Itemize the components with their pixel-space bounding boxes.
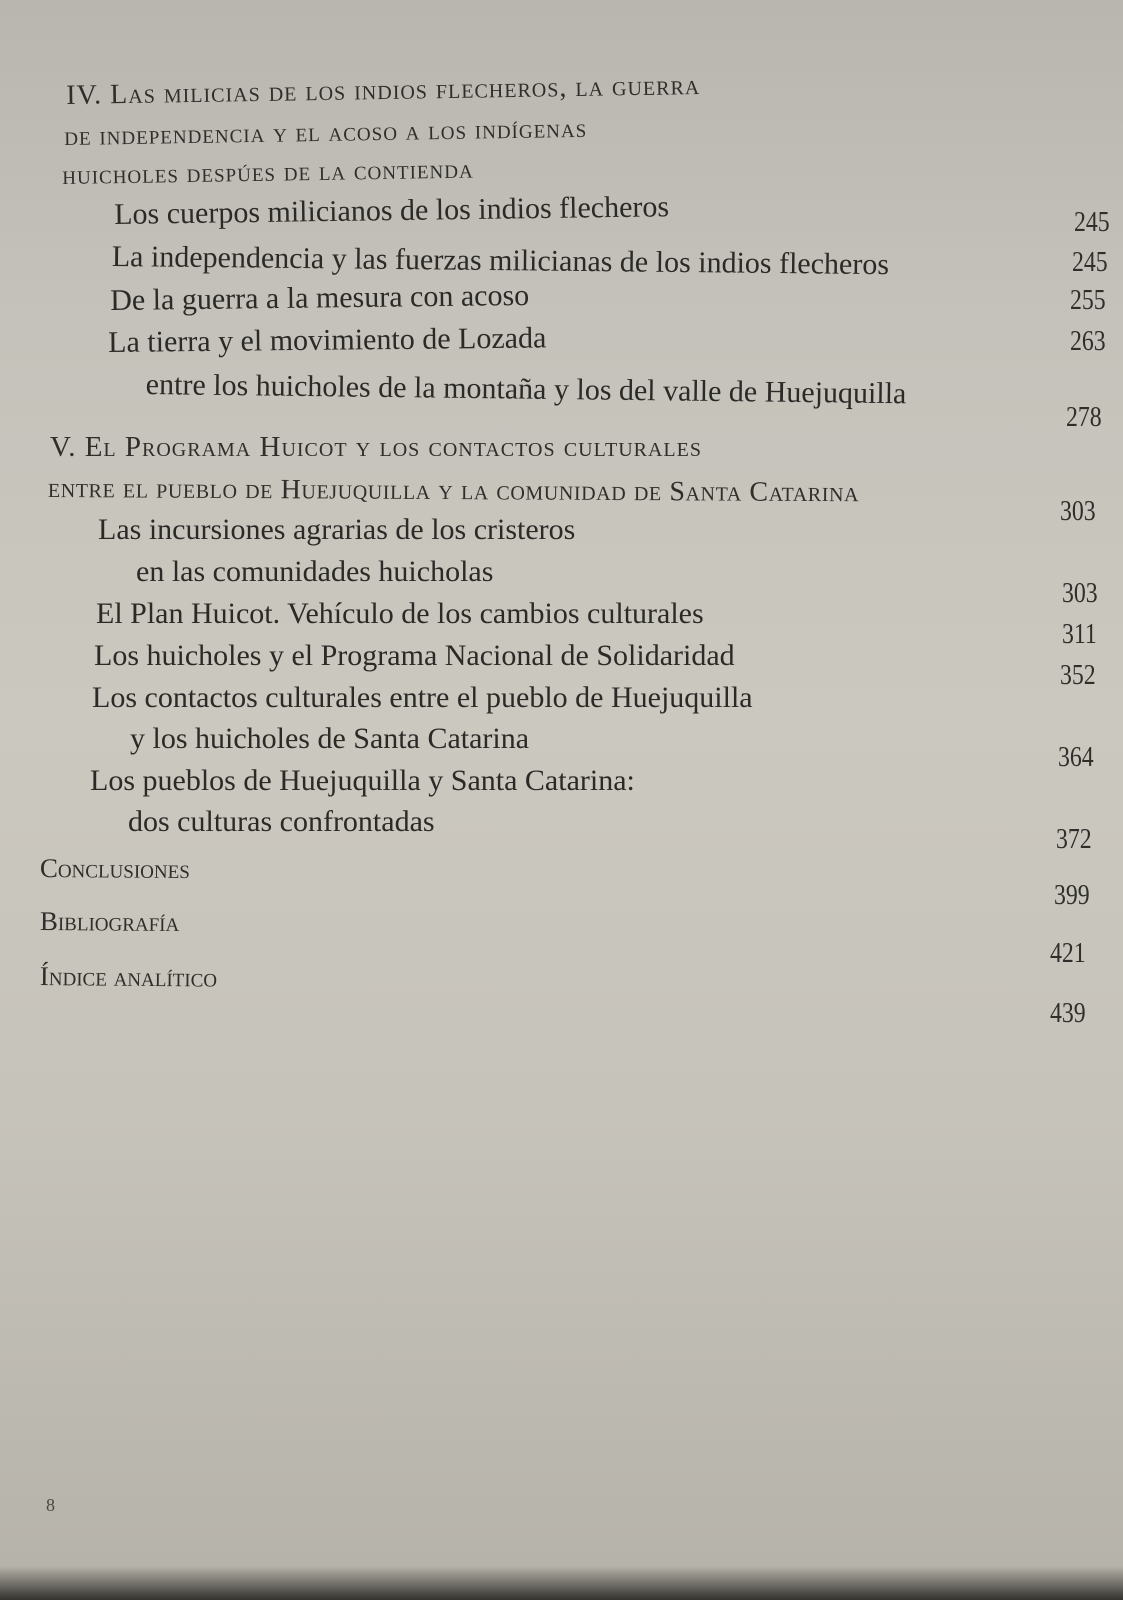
toc-entry-page: 255 [1070,285,1106,316]
toc-entry-title-line-1: Las incursiones agrarias de los cristeros [98,513,576,546]
toc-entry-title-line-1: Los pueblos de Huejuquilla y Santa Catarina: [90,764,635,797]
toc-entry-title: Los cuerpos milicianos de los indios flecheros [114,190,670,231]
part-iv-heading-line-3: huicholes despúes de la contienda [62,153,474,190]
toc-entry-title: Los huicholes y el Programa Nacional de Solidaridad [94,639,735,672]
toc-entry-page: 263 [1070,326,1106,357]
conclusiones-page: 399 [1054,880,1090,911]
part-iv-heading-line-1: IV. Las milicias de los indios flecheros, la guerra [66,70,701,111]
toc-entry-title: entre los huicholes de la montaña y los del valle de Huejuquilla [145,368,907,411]
part-v-heading-line-1: V. El Programa Huicot y los contactos culturales [50,431,702,463]
toc-entry-page: 372 [1056,824,1092,855]
toc-entry-title: De la guerra a la mesura con acoso [110,278,530,317]
conclusiones-heading: Conclusiones [39,853,190,885]
toc-entry-page: 278 [1066,402,1102,433]
part-iv-heading-line-2: de independencia y el acoso a los indígenas [64,112,588,151]
toc-entry-title: La tierra y el movimiento de Lozada [108,321,547,359]
toc-entry-title: El Plan Huicot. Vehículo de los cambios culturales [96,597,704,630]
toc-entry-title-line-1: Los contactos culturales entre el pueblo de Huejuquilla [92,681,753,714]
toc-entry-page: 245 [1072,247,1108,278]
indice-analitico-heading: Índice analítico [39,961,218,993]
indice-analitico-page: 439 [1050,998,1086,1029]
part-v-heading-line-2: entre el pueblo de Huejuquilla y la comunidad de Santa Catarina [47,473,860,509]
page-folio: 8 [46,1495,55,1515]
bibliografia-page: 421 [1050,938,1086,969]
part-v-heading-page: 303 [1060,496,1096,527]
bottom-edge-shadow [0,1566,1123,1600]
toc-entry-page: 352 [1060,660,1096,691]
toc-entry-page: 364 [1058,742,1094,773]
toc-entry-page: 311 [1062,619,1097,650]
bibliografia-heading: Bibliografía [39,906,180,937]
toc-entry-title: La independencia y las fuerzas milicianas de los indios flecheros [111,240,890,282]
toc-entry-title-line-2: dos culturas confrontadas [128,805,435,838]
toc-entry-title-line-2: en las comunidades huicholas [136,555,494,588]
toc-entry-page: 303 [1062,578,1098,609]
toc-entry-title-line-2: y los huicholes de Santa Catarina [130,722,530,755]
toc-entry-page: 245 [1074,207,1110,238]
